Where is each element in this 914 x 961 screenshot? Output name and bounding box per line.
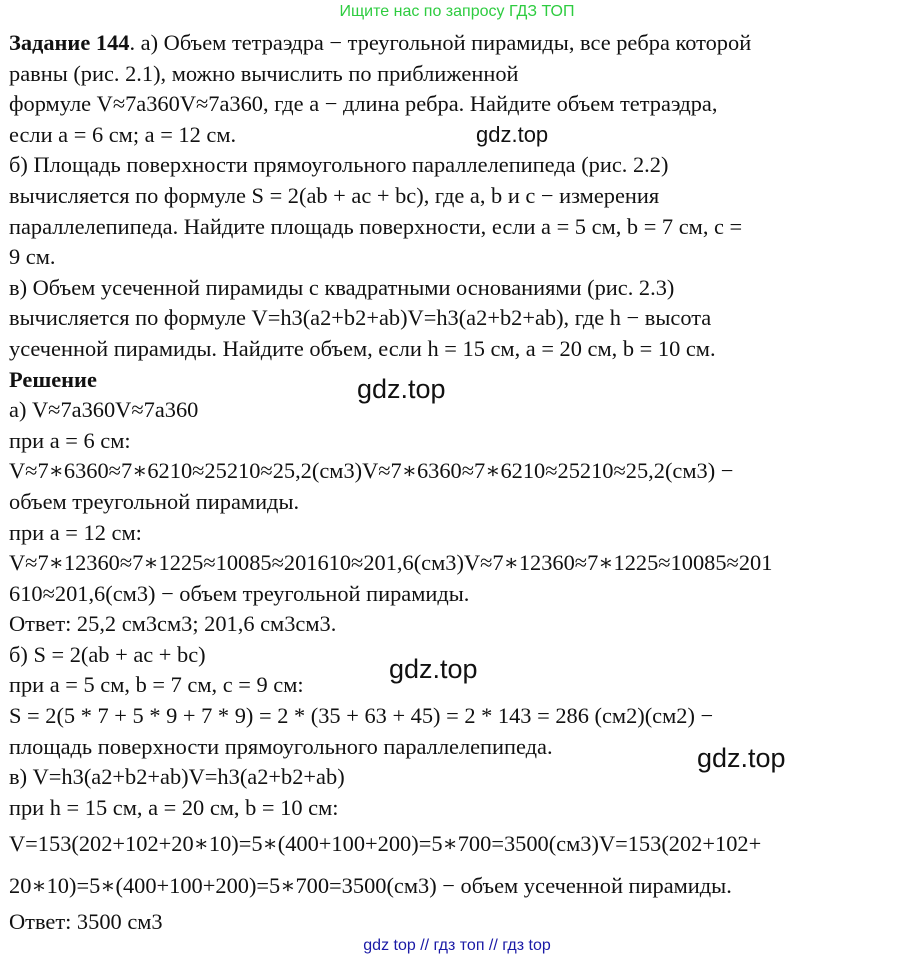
task-line: равны (рис. 2.1), можно вычислить по приближенной [9,60,519,86]
solution-line: при a = 5 см, b = 7 см, c = 9 см: [9,672,304,698]
task-first-line [9,28,909,59]
solution-line: V=153(202+102+20∗10)=5∗(400+100+200)=5∗700=3500(см3)V=153(202+102+ [9,831,762,857]
watermark: gdz.top [476,122,549,147]
solution-heading: Решение [9,366,97,392]
document-body [9,28,909,938]
task-heading-tail: . а) Объем тетраэдра − треугольной пирамиды, все ребра которой [129,30,752,55]
solution-line: при h = 15 см, a = 20 см, b = 10 см: [9,794,339,820]
task-line: 9 см. [9,244,56,270]
solution-line: при a = 12 см: [9,519,142,545]
task-line: параллелепипеда. Найдите площадь поверхности, если a = 5 см, b = 7 см, c = [9,213,743,239]
solution-line: объем треугольной пирамиды. [9,488,300,514]
solution-line: при a = 6 см: [9,427,131,453]
solution-line: V≈7∗12360≈7∗1225≈10085≈201610≈201,6(см3)V≈7∗12360≈7∗1225≈10085≈201 [9,550,773,576]
task-line: формуле V≈7a360V≈7a360, где a − длина ребра. Найдите объем тетраэдра, [9,91,718,117]
solution-line: в) V=h3(a2+b2+ab)V=h3(a2+b2+ab) [9,764,345,790]
solution-line: 20∗10)=5∗(400+100+200)=5∗700=3500(см3) − объем усеченной пирамиды. [9,873,732,899]
task-line: усеченной пирамиды. Найдите объем, если h = 15 см, a = 20 см, b = 10 см. [9,335,716,361]
task-line: б) Площадь поверхности прямоугольного параллелепипеда (рис. 2.2) [9,152,669,178]
solution-line: 610≈201,6(см3) − объем треугольной пирамиды. [9,580,470,606]
task-line: если a = 6 см; a = 12 см. [9,121,237,147]
watermark: gdz.top [697,743,786,773]
top-banner[interactable]: Ищите нас по запросу ГДЗ ТОП [339,3,575,20]
task-heading: Задание 144 [9,30,130,55]
task-line: вычисляется по формуле V=h3(a2+b2+ab)V=h3(a2+b2+ab), где h − высота [9,305,712,331]
solution-line: б) S = 2(ab + ac + bc) [9,641,206,667]
solution-answer-line: Ответ: 25,2 см3см3; 201,6 см3см3. [9,611,337,637]
solution-line: а) V≈7a360V≈7a360 [9,397,199,423]
solution-line: V≈7∗6360≈7∗6210≈25210≈25,2(см3)V≈7∗6360≈7∗6210≈25210≈25,2(см3) − [9,458,734,484]
solution-answer-line: Ответ: 3500 см3 [9,909,163,935]
solution-line: площадь поверхности прямоугольного параллелепипеда. [9,733,553,759]
task-line: вычисляется по формуле S = 2(ab + ac + bc), где a, b и c − измерения [9,182,660,208]
task-line: в) Объем усеченной пирамиды с квадратными основаниями (рис. 2.3) [9,274,675,300]
watermark: gdz.top [389,654,478,684]
watermark: gdz.top [357,374,446,404]
footer-links[interactable]: gdz top // гдз топ // гдз top [363,937,551,954]
solution-line: S = 2(5 * 7 + 5 * 9 + 7 * 9) = 2 * (35 + 63 + 45) = 2 * 143 = 286 (см2)(см2) − [9,703,714,729]
